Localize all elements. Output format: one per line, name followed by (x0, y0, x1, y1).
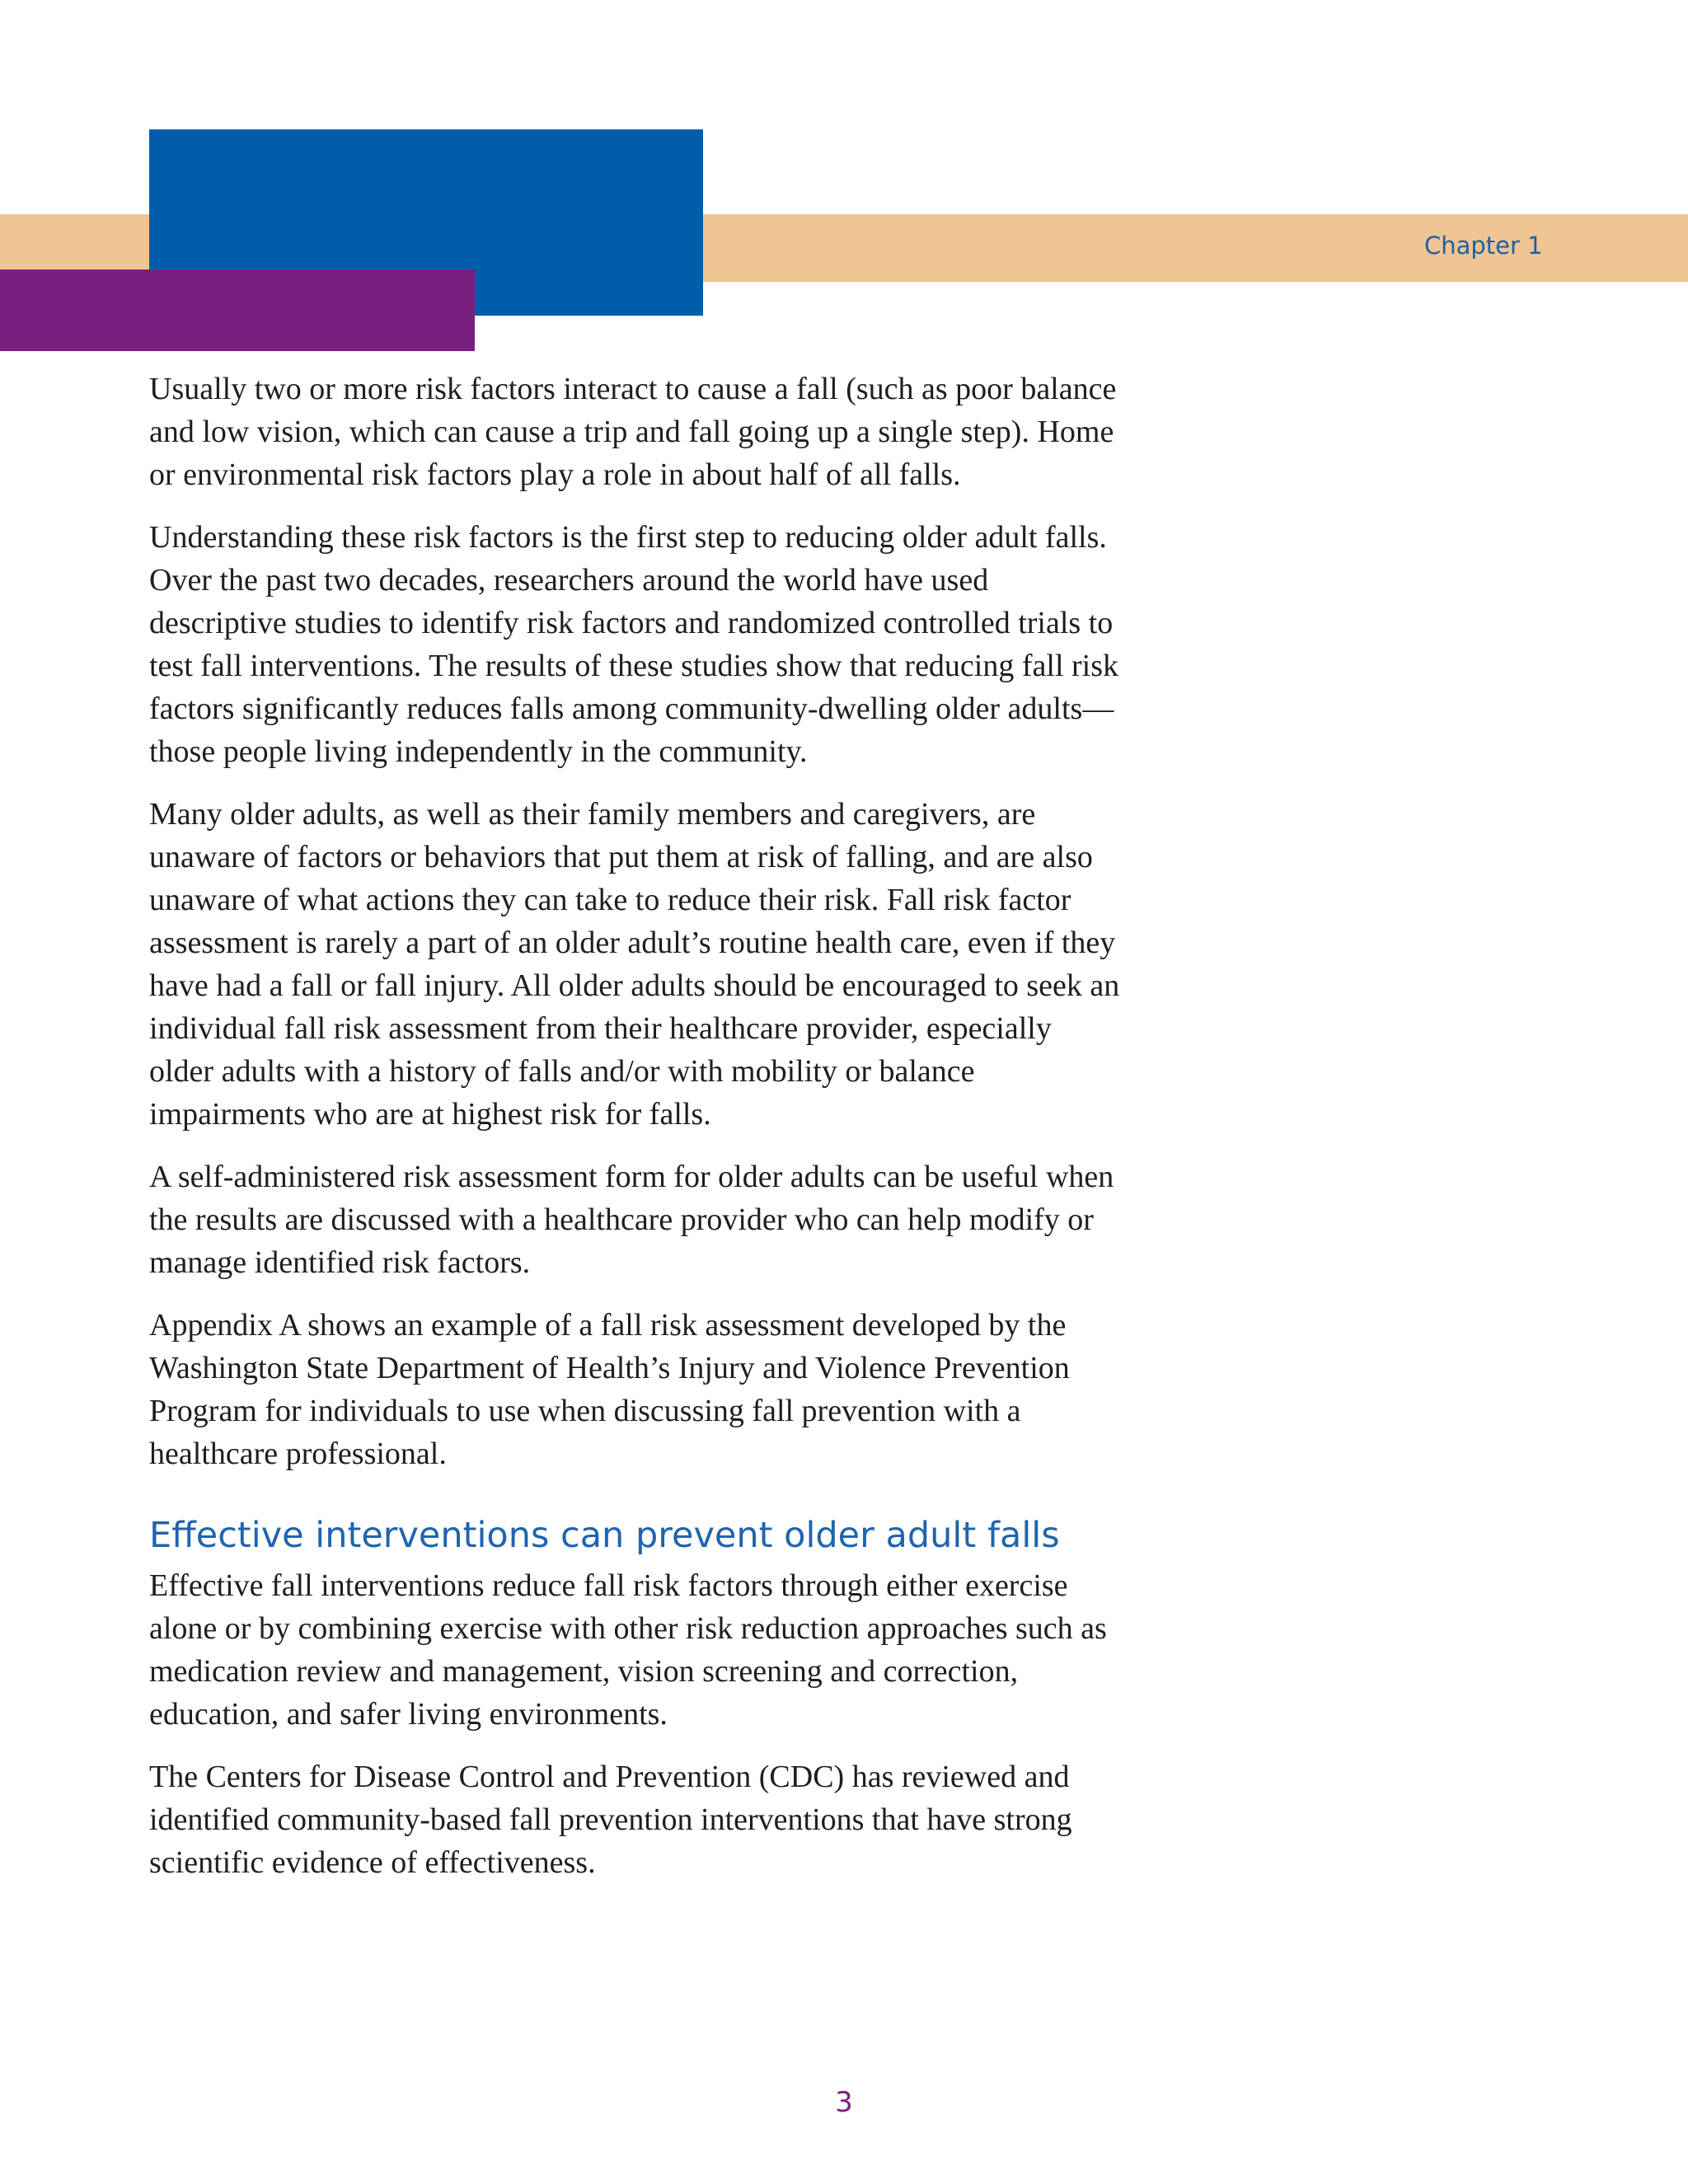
body-paragraph: Appendix A shows an example of a fall risk assessment developed by the Washington State Department of Health’s Injury and Violence Prevention Program for individuals to use when discussing fall prevention with a healthcare professional. (149, 1308, 1070, 1471)
body-paragraph: Usually two or more risk factors interact to cause a fall (such as poor balance and low vision, which can cause a trip and fall going up a single step). Home or environmental risk factors play a role in about half of all falls. (149, 372, 1117, 492)
body-paragraph: The Centers for Disease Control and Prevention (CDC) has reviewed and identified community-based fall prevention interventions that have strong scientific evidence of effectiveness. (149, 1760, 1072, 1880)
chapter-label: Chapter 1 (1424, 232, 1543, 260)
section-heading: Effective interventions can prevent older adult falls (149, 1515, 1060, 1556)
page-content (149, 368, 1122, 1904)
body-paragraph: A self-administered risk assessment form for older adults can be useful when the results are discussed with a healthcare provider who can help modify or manage identified risk factors. (149, 1160, 1114, 1280)
body-paragraph: Effective fall interventions reduce fall risk factors through either exercise alone or by combining exercise with other risk reduction approaches such as medication review and management, vision screening and correction, education, and safer living environments. (149, 1568, 1107, 1732)
body-paragraph: Many older adults, as well as their family members and caregivers, are unaware of factors or behaviors that put them at risk of falling, and are also unaware of what actions they can take to reduce their risk. Fall risk factor assessment is rarely a part of an older adult’s routine health care, even if they have had a fall or fall injury. All older adults should be encouraged to seek an individual fall risk assessment from their healthcare provider, especially older adults with a history of falls and/or with mobility or balance impairments who are at highest risk for falls. (149, 797, 1120, 1132)
page-number: 3 (835, 2086, 853, 2119)
header-purple-block (0, 269, 475, 351)
body-paragraph: Understanding these risk factors is the first step to reducing older adult falls. Over the past two decades, researchers around the world have used descriptive studies to identify risk factors and randomized controlled trials to test fall interventions. The results of these studies show that reducing fall risk factors significantly reduces falls among community-dwelling older adults—those people living independently in the community. (149, 520, 1118, 769)
